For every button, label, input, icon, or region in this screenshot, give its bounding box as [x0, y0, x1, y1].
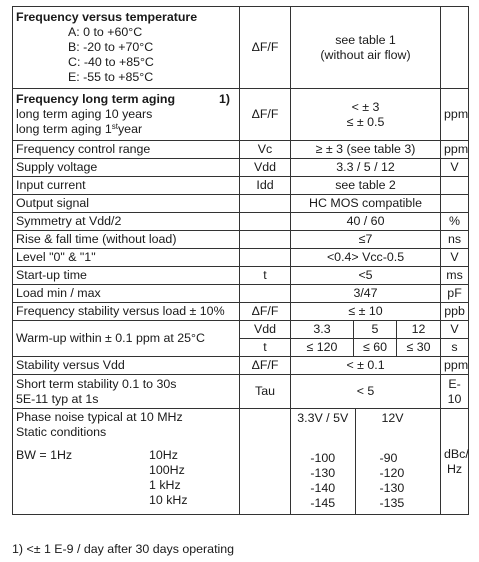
output-label: Output signal [13, 195, 240, 213]
current-symbol: Idd [240, 177, 291, 195]
row-input-current [13, 177, 469, 195]
freq-temp-unit [441, 7, 469, 89]
output-unit [441, 195, 469, 213]
pn-col1-v3: -140 [310, 481, 336, 495]
short-term-symbol: Tau [240, 375, 291, 409]
row-load [13, 285, 469, 303]
phase-noise-col1-values [291, 428, 355, 514]
supply-label: Supply voltage [13, 159, 240, 177]
aging-label-cell [13, 89, 240, 141]
phase-noise-symbol [240, 409, 291, 515]
symmetry-symbol [240, 213, 291, 231]
rise-label: Rise & fall time (without load) [13, 231, 240, 249]
temp-range-b: B: -20 to +70°C [68, 40, 154, 54]
phase-noise-col1-header: 3.3V / 5V [291, 409, 355, 428]
phase-noise-offset-row-1 [16, 448, 236, 463]
aging-value-line1: < ± 3 [351, 99, 380, 114]
row-phase-noise [13, 409, 469, 515]
current-label: Input current [13, 177, 240, 195]
pn-col2-v1: -90 [379, 451, 398, 465]
spec-table [12, 6, 469, 515]
row-stability-vs-load [13, 303, 469, 321]
current-value: see table 2 [291, 177, 441, 195]
supply-unit: V [441, 159, 469, 177]
row-frequency-control-range [13, 141, 469, 159]
short-term-label [13, 375, 240, 409]
row-rise-fall-time [13, 231, 469, 249]
stab-load-symbol: ΔF/F [240, 303, 291, 321]
stab-load-label: Frequency stability versus load ± 10% [13, 303, 240, 321]
freq-temp-value [291, 7, 441, 89]
stab-vdd-unit: ppm [441, 357, 469, 375]
output-symbol [240, 195, 291, 213]
phase-noise-unit-line1: dBc/ [444, 447, 469, 461]
warmup-unit-v: V [441, 321, 469, 339]
phase-noise-label [13, 409, 240, 515]
supply-symbol: Vdd [240, 159, 291, 177]
row-long-term-aging [13, 89, 469, 141]
load-value: 3/47 [291, 285, 441, 303]
control-unit: ppm [441, 141, 469, 159]
aging-title: Frequency long term aging [16, 92, 176, 106]
phase-noise-offset-4: 10 kHz [149, 493, 188, 507]
aging-title-line [16, 92, 236, 107]
aging-line2-text: long term aging 1 [16, 122, 112, 136]
phase-noise-col2-values [355, 428, 440, 514]
temp-range-a: A: 0 to +60°C [68, 25, 143, 39]
aging-line2 [16, 122, 236, 137]
pn-col1-v1: -100 [310, 451, 336, 465]
control-symbol: Vc [240, 141, 291, 159]
aging-value [291, 89, 441, 141]
freq-temp-title: Frequency versus temperature [16, 10, 198, 24]
warmup-t-2: ≤ 60 [354, 339, 397, 357]
phase-noise-values-cell [291, 409, 441, 515]
freq-temp-value-line1: see table 1 [335, 32, 396, 47]
phase-noise-bw: BW = 1Hz [16, 448, 73, 462]
stab-vdd-symbol: ΔF/F [240, 357, 291, 375]
short-term-unit: E-10 [441, 375, 469, 409]
phase-noise-offset-3: 1 kHz [149, 478, 181, 492]
aging-value-line2: ≤ ± 0.5 [346, 114, 385, 129]
row-symmetry [13, 213, 469, 231]
freq-temp-value-line2: (without air flow) [320, 47, 411, 62]
row-output-signal [13, 195, 469, 213]
level-label: Level "0" & "1" [13, 249, 240, 267]
short-term-line2: 5E-11 typ at 1s [16, 391, 99, 406]
phase-noise-values-table [291, 409, 440, 514]
temp-range-e: E: -55 to +85°C [68, 70, 154, 84]
phase-noise-line2: Static conditions [16, 425, 107, 439]
control-label: Frequency control range [13, 141, 240, 159]
phase-noise-offset-row-2 [16, 463, 236, 478]
row-short-term-stability [13, 375, 469, 409]
level-value: <0.4> Vcc-0.5 [291, 249, 441, 267]
short-term-value: < 5 [291, 375, 441, 409]
row-level [13, 249, 469, 267]
rise-symbol [240, 231, 291, 249]
temp-range-c: C: -40 to +85°C [68, 55, 154, 69]
output-value: HC MOS compatible [291, 195, 441, 213]
warmup-t-1: ≤ 120 [291, 339, 354, 357]
warmup-vdd-3: 12 [397, 321, 441, 339]
stab-load-unit: ppb [441, 303, 469, 321]
freq-temp-symbol: ΔF/F [240, 7, 291, 89]
warmup-unit-s: s [441, 339, 469, 357]
symmetry-label: Symmetry at Vdd/2 [13, 213, 240, 231]
startup-symbol: t [240, 267, 291, 285]
phase-noise-offset-row-3 [16, 478, 236, 493]
aging-unit: ppm [441, 89, 469, 141]
phase-noise-offset-row-4 [16, 493, 236, 508]
pn-col2-v3: -130 [379, 481, 405, 495]
aging-note: 1) [218, 92, 230, 106]
phase-noise-line1: Phase noise typical at 10 MHz [16, 410, 183, 424]
row-warm-up-vdd [13, 321, 469, 339]
spec-table-container [12, 6, 468, 515]
warmup-symbol-t: t [240, 339, 291, 357]
symmetry-value: 40 / 60 [291, 213, 441, 231]
control-value: ≥ ± 3 (see table 3) [291, 141, 441, 159]
aging-line1: long term aging 10 years [16, 107, 153, 121]
startup-value: <5 [291, 267, 441, 285]
level-symbol [240, 249, 291, 267]
phase-noise-offset-1: 10Hz [149, 448, 178, 462]
short-term-line1: Short term stability 0.1 to 30s [16, 376, 177, 391]
load-label: Load min / max [13, 285, 240, 303]
load-symbol [240, 285, 291, 303]
stab-vdd-label: Stability versus Vdd [13, 357, 240, 375]
freq-temp-label-cell [13, 7, 240, 89]
row-start-up-time [13, 267, 469, 285]
rise-value: ≤7 [291, 231, 441, 249]
current-unit [441, 177, 469, 195]
level-unit: V [441, 249, 469, 267]
warmup-label: Warm-up within ± 0.1 ppm at 25°C [13, 321, 240, 357]
stab-vdd-value: < ± 0.1 [291, 357, 441, 375]
aging-line2-post: year [117, 122, 143, 136]
row-stability-vs-vdd [13, 357, 469, 375]
phase-noise-col2-header: 12V [381, 411, 404, 425]
pn-col1-v2: -130 [310, 466, 336, 480]
startup-unit: ms [441, 267, 469, 285]
pn-col2-v4: -135 [379, 496, 405, 510]
aging-symbol: ΔF/F [240, 89, 291, 141]
pn-col1-v4: -145 [310, 496, 336, 510]
load-unit: pF [441, 285, 469, 303]
supply-value: 3.3 / 5 / 12 [291, 159, 441, 177]
aging-line2-sup: st [111, 122, 118, 131]
stab-load-value: ≤ ± 10 [291, 303, 441, 321]
row-frequency-vs-temperature [13, 7, 469, 89]
row-supply-voltage [13, 159, 469, 177]
phase-noise-offset-2: 100Hz [149, 463, 185, 477]
warmup-symbol-vdd: Vdd [240, 321, 291, 339]
phase-noise-unit [441, 409, 469, 515]
phase-noise-unit-line2: Hz [446, 462, 463, 476]
symmetry-unit: % [441, 213, 469, 231]
warmup-t-3: ≤ 30 [397, 339, 441, 357]
pn-col2-v2: -120 [379, 466, 405, 480]
warmup-vdd-1: 3.3 [291, 321, 354, 339]
warmup-vdd-2: 5 [354, 321, 397, 339]
footnote: 1) <± 1 E-9 / day after 30 days operating [12, 542, 235, 556]
rise-unit: ns [441, 231, 469, 249]
startup-label: Start-up time [13, 267, 240, 285]
